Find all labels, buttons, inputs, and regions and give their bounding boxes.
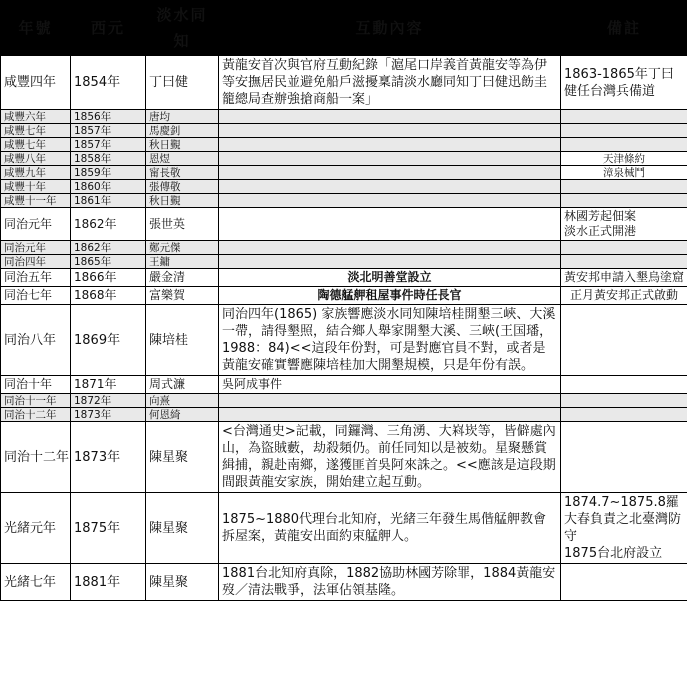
cell-era: 同治十一年	[1, 394, 71, 408]
cell-era: 光緒七年	[1, 564, 71, 601]
table-body	[1, 56, 687, 601]
cell-ad-year: 1857年	[71, 124, 146, 138]
cell-era: 咸豐七年	[1, 124, 71, 138]
table-row	[1, 269, 687, 287]
cell-ad-year: 1861年	[71, 194, 146, 208]
table-row	[1, 305, 687, 376]
cell-official: 馬慶釗	[146, 124, 219, 138]
cell-era: 咸豐六年	[1, 110, 71, 124]
cell-ad-year: 1859年	[71, 166, 146, 180]
cell-official: 陳培桂	[146, 305, 219, 376]
cell-official: 恩煜	[146, 152, 219, 166]
table-row	[1, 152, 687, 166]
table-row	[1, 564, 687, 601]
cell-note	[561, 422, 687, 493]
cell-note	[561, 394, 687, 408]
table-row	[1, 208, 687, 241]
cell-note	[561, 124, 687, 138]
cell-interaction	[219, 152, 561, 166]
cell-interaction	[219, 394, 561, 408]
table-row	[1, 166, 687, 180]
cell-interaction	[219, 208, 561, 241]
cell-note: 漳泉械鬥	[561, 166, 687, 180]
column-header-official: 淡水同知	[146, 1, 219, 56]
table-row	[1, 493, 687, 564]
cell-official: 張世英	[146, 208, 219, 241]
cell-ad-year: 1866年	[71, 269, 146, 287]
cell-era: 同治五年	[1, 269, 71, 287]
table-row	[1, 376, 687, 394]
cell-official: 何恩綺	[146, 408, 219, 422]
cell-note	[561, 110, 687, 124]
cell-interaction: 陶德艋舺租屋事件時任長官	[219, 287, 561, 305]
table-row	[1, 110, 687, 124]
cell-era: 咸豐七年	[1, 138, 71, 152]
cell-ad-year: 1869年	[71, 305, 146, 376]
cell-era: 咸豐十一年	[1, 194, 71, 208]
column-header-era: 年號	[1, 1, 71, 56]
cell-official: 甯長敬	[146, 166, 219, 180]
cell-era: 同治七年	[1, 287, 71, 305]
cell-interaction	[219, 408, 561, 422]
cell-era: 咸豐十年	[1, 180, 71, 194]
table-row	[1, 287, 687, 305]
cell-interaction: 吳阿成事件	[219, 376, 561, 394]
cell-official: 秋日覲	[146, 138, 219, 152]
cell-interaction	[219, 194, 561, 208]
cell-note: 1874.7~1875.8羅大春負責之北臺灣防守 1875台北府設立	[561, 493, 687, 564]
cell-note: 天津條約	[561, 152, 687, 166]
header-row	[1, 1, 687, 56]
cell-note: 1863-1865年丁曰健任台灣兵備道	[561, 56, 687, 110]
cell-interaction	[219, 241, 561, 255]
cell-interaction: 1881台北知府真除，1882協助林國芳除罪，1884黃龍安歿／清法戰爭，法軍佔領基隆。	[219, 564, 561, 601]
cell-era: 光緒元年	[1, 493, 71, 564]
cell-ad-year: 1860年	[71, 180, 146, 194]
cell-interaction: 同治四年(1865) 家族響應淡水同知陳培桂開墾三峽、大溪一帶，請得墾照，結合鄉人舉家開墾大溪、三峽(王国璠， 1988：84)<<這段年份對，可是對應官員不對，或者是黃龍安確實響應陳培桂加大開墾規模，只是年份有誤。	[219, 305, 561, 376]
cell-note	[561, 376, 687, 394]
cell-interaction: 淡北明善堂設立	[219, 269, 561, 287]
cell-interaction	[219, 110, 561, 124]
cell-interaction: <台灣通史>記載，同鑼灣、三角湧、大嵙崁等，皆僻處內山，為盜賊藪，劫殺頻仍。前任同知以是被劾。星聚懸賞緝捕，親赴南鄉，遂獲匪首吳阿來誅之。<<應該是這段期間跟黃龍安家族，開始建立起互動。	[219, 422, 561, 493]
cell-era: 同治十年	[1, 376, 71, 394]
cell-official: 鄭元傑	[146, 241, 219, 255]
cell-official: 陳星聚	[146, 422, 219, 493]
cell-ad-year: 1875年	[71, 493, 146, 564]
cell-interaction	[219, 138, 561, 152]
cell-official: 張傳敬	[146, 180, 219, 194]
cell-note	[561, 305, 687, 376]
table-row	[1, 56, 687, 110]
cell-era: 咸豐四年	[1, 56, 71, 110]
cell-note	[561, 255, 687, 269]
cell-interaction	[219, 124, 561, 138]
cell-note	[561, 138, 687, 152]
cell-ad-year: 1856年	[71, 110, 146, 124]
cell-era: 同治八年	[1, 305, 71, 376]
cell-ad-year: 1868年	[71, 287, 146, 305]
cell-interaction	[219, 180, 561, 194]
cell-ad-year: 1858年	[71, 152, 146, 166]
table-row	[1, 408, 687, 422]
cell-note: 黃安邦申請入墾烏塗窟	[561, 269, 687, 287]
table-row	[1, 180, 687, 194]
cell-ad-year: 1865年	[71, 255, 146, 269]
table-row	[1, 422, 687, 493]
cell-ad-year: 1871年	[71, 376, 146, 394]
table-row	[1, 194, 687, 208]
cell-interaction	[219, 166, 561, 180]
cell-ad-year: 1862年	[71, 241, 146, 255]
cell-interaction	[219, 255, 561, 269]
cell-era: 咸豐八年	[1, 152, 71, 166]
cell-interaction: 黃龍安首次與官府互動紀錄「滬尾口岸義首黃龍安等為伊等安撫居民並避免船戶滋擾稟請淡水廳同知丁曰健迅飭圭籠總局查辦強搶商船一案」	[219, 56, 561, 110]
cell-ad-year: 1854年	[71, 56, 146, 110]
cell-ad-year: 1872年	[71, 394, 146, 408]
cell-official: 周式濂	[146, 376, 219, 394]
cell-note	[561, 180, 687, 194]
cell-era: 同治十二年	[1, 408, 71, 422]
cell-official: 王鏞	[146, 255, 219, 269]
table-row	[1, 394, 687, 408]
cell-era: 咸豐九年	[1, 166, 71, 180]
cell-official: 丁曰健	[146, 56, 219, 110]
cell-ad-year: 1862年	[71, 208, 146, 241]
table-row	[1, 241, 687, 255]
cell-note	[561, 194, 687, 208]
cell-ad-year: 1881年	[71, 564, 146, 601]
cell-ad-year: 1873年	[71, 422, 146, 493]
cell-official: 陳星聚	[146, 564, 219, 601]
column-header-ad-year: 西元	[71, 1, 146, 56]
cell-official: 向熹	[146, 394, 219, 408]
cell-ad-year: 1873年	[71, 408, 146, 422]
column-header-interaction: 互動內容	[219, 1, 561, 56]
table-row	[1, 255, 687, 269]
cell-note: 林國芳起佃案 淡水正式開港	[561, 208, 687, 241]
table-row	[1, 124, 687, 138]
cell-note	[561, 241, 687, 255]
cell-official: 富樂賀	[146, 287, 219, 305]
cell-official: 嚴金清	[146, 269, 219, 287]
cell-era: 同治元年	[1, 241, 71, 255]
column-header-note: 備註	[561, 1, 687, 56]
cell-interaction: 1875~1880代理台北知府，光緒三年發生馬偕艋舺教會拆屋案，黃龍安出面約束艋舺人。	[219, 493, 561, 564]
cell-note	[561, 408, 687, 422]
cell-official: 唐均	[146, 110, 219, 124]
table-header	[1, 1, 687, 56]
cell-note	[561, 564, 687, 601]
cell-era: 同治十二年	[1, 422, 71, 493]
table-row	[1, 138, 687, 152]
cell-era: 同治元年	[1, 208, 71, 241]
cell-official: 秋日覲	[146, 194, 219, 208]
cell-era: 同治四年	[1, 255, 71, 269]
cell-note: 正月黃安邦正式啟動	[561, 287, 687, 305]
cell-ad-year: 1857年	[71, 138, 146, 152]
cell-official: 陳星聚	[146, 493, 219, 564]
